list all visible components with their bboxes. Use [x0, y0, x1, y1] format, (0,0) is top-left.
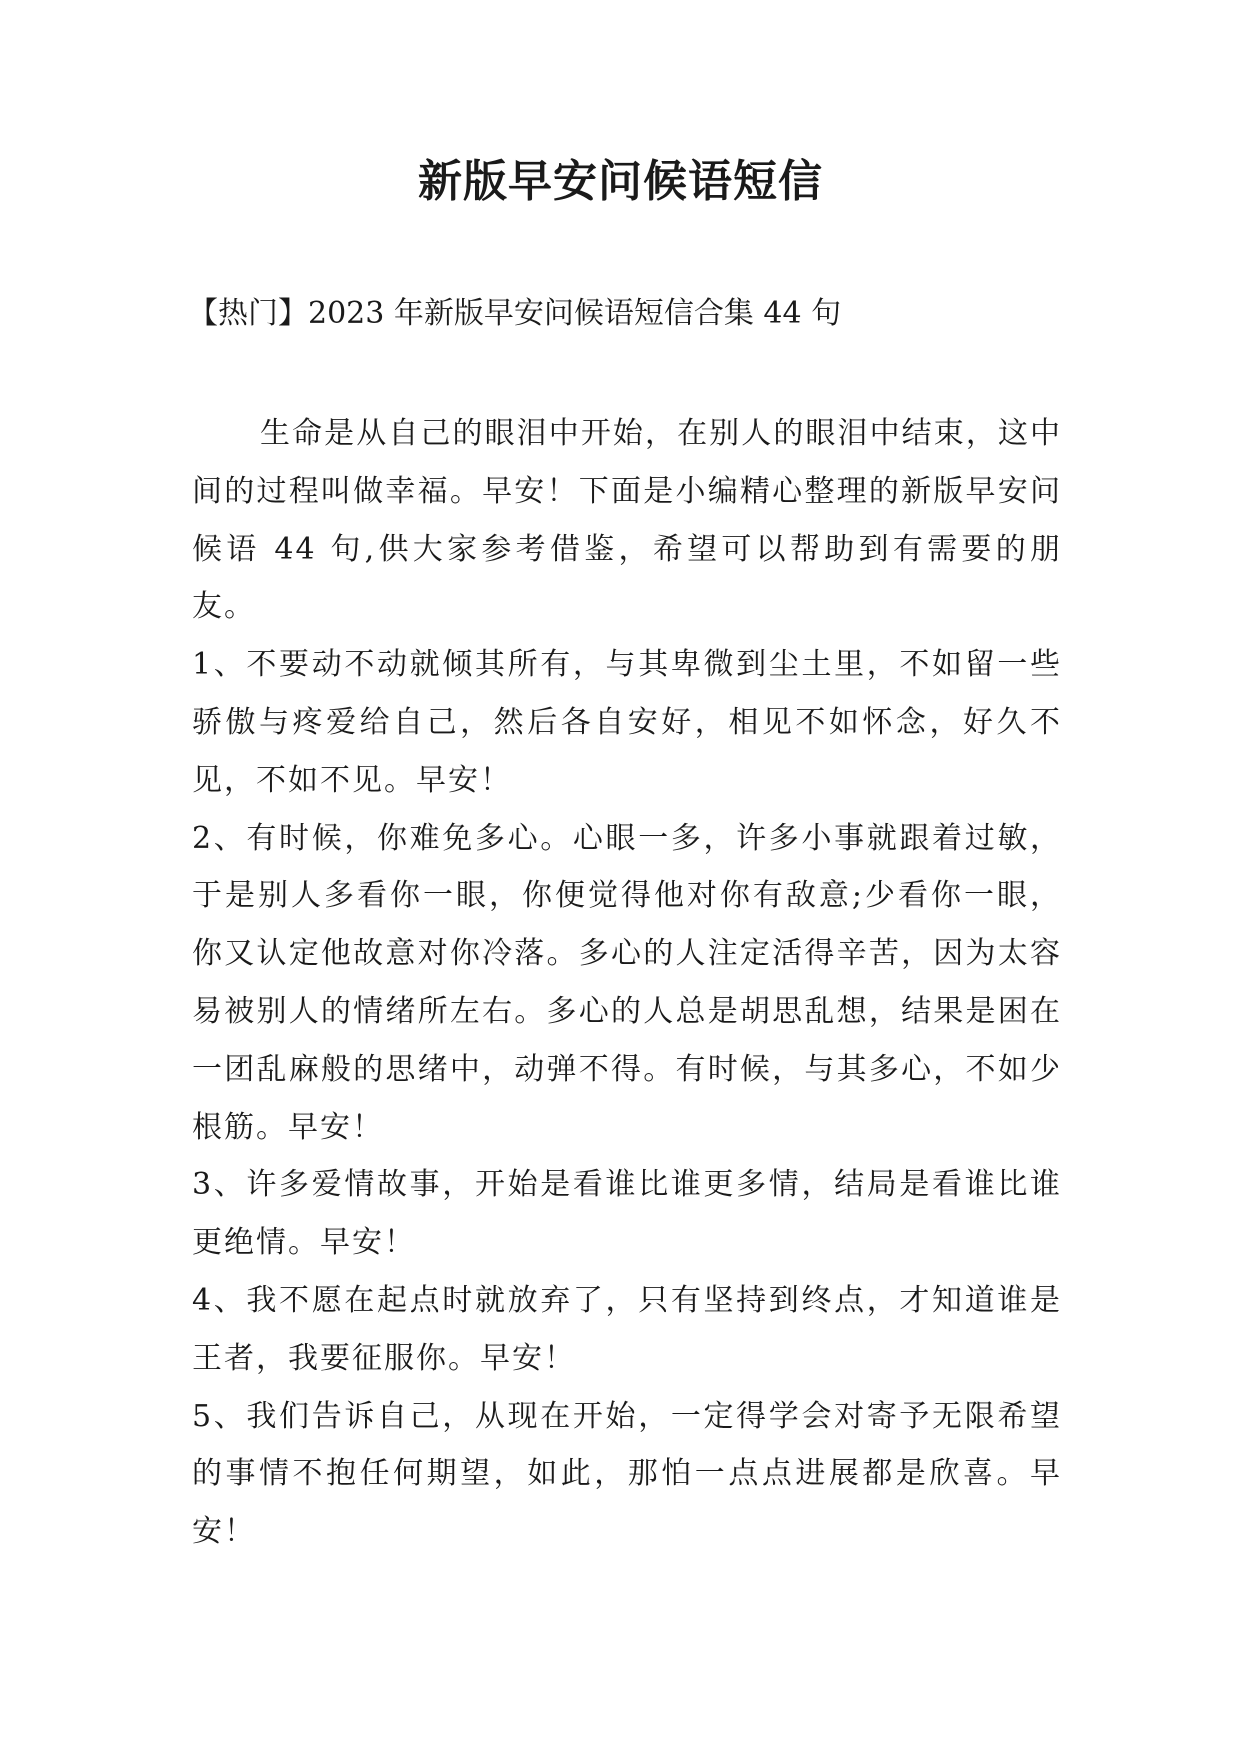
document-title: 新版早安问候语短信: [418, 156, 823, 207]
document-subtitle: 【热门】2023 年新版早安问候语短信合集 44 句: [188, 296, 842, 331]
intro-paragraph: 生命是从自己的眼泪中开始，在别人的眼泪中结束，这中间的过程叫做幸福。早安！下面是小编精心整理的新版早安问候语 44 句,供大家参考借鉴，希望可以帮助到有需要的朋友。: [192, 416, 1062, 625]
list-item: 3、许多爱情故事，开始是看谁比谁更多情，结局是看谁比谁更绝情。早安！: [192, 1167, 1062, 1261]
list-item: 4、我不愿在起点时就放弃了，只有坚持到终点，才知道谁是王者，我要征服你。早安！: [192, 1282, 1062, 1376]
list-item: 1、不要动不动就倾其所有，与其卑微到尘土里，不如留一些骄傲与疼爱给自己，然后各自安好，相见不如怀念，好久不见，不如不见。早安！: [192, 647, 1062, 798]
list-item: 5、我们告诉自己，从现在开始，一定得学会对寄予无限希望的事情不抱任何期望，如此，那怕一点点进展都是欣喜。早安！: [192, 1398, 1062, 1550]
document-body: [192, 405, 1062, 1561]
list-item: 2、有时候，你难免多心。心眼一多，许多小事就跟着过敏，于是别人多看你一眼，你便觉得他对你有敌意;少看你一眼，你又认定他故意对你冷落。多心的人注定活得辛苦，因为太容易被别人的情绪所左右。多心的人总是胡思乱想，结果是困在一团乱麻般的思绪中，动弹不得。有时候，与其多心，不如少根筋。早安！: [192, 820, 1062, 1145]
